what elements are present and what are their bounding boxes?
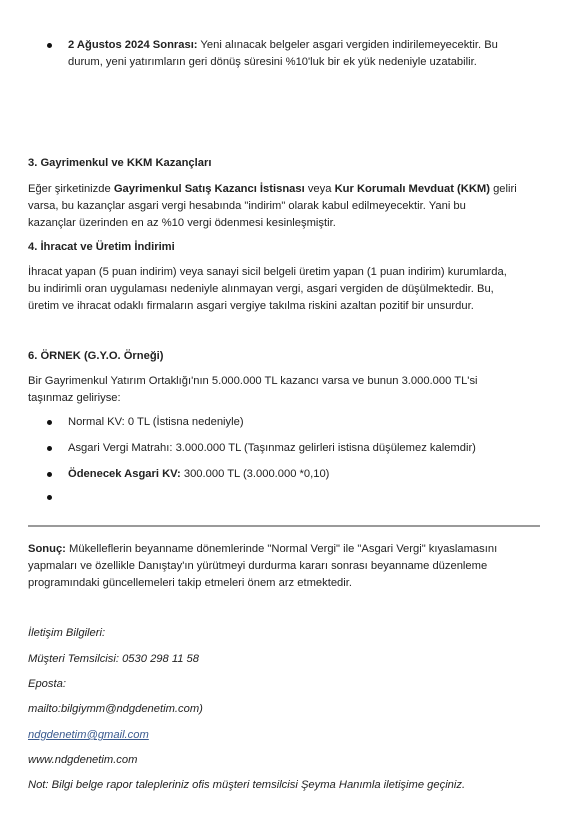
horizontal-divider [28, 525, 540, 527]
bullet-text-cont: durum, yeni yatırımların geri dönüş süresini %10'luk bir ek yük nedeniyle uzatabilir. [68, 56, 477, 68]
paragraph-line: kazançlar üzerinden en az %10 vergi ödenmesi kesinleşmiştir. [28, 217, 336, 229]
paragraph-line: varsa, bu kazançlar asgari vergi hesabında "indirim" olarak kabul edilmeyecektir. Yani bu [28, 200, 466, 212]
paragraph-line: taşınmaz geliriyse: [28, 392, 121, 404]
paragraph [28, 264, 507, 315]
bullet-dot [47, 495, 52, 500]
gmail-link[interactable]: ndgdenetim@gmail.com [28, 729, 149, 741]
paragraph-line: üretim ve ihracat odaklı firmaların asgari vergiye takılma riskini azaltan pozitif bir unsurdur. [28, 300, 474, 312]
conclusion-paragraph [28, 541, 497, 592]
contact-title: İletişim Bilgileri: [28, 627, 106, 639]
bullet-dot [47, 43, 52, 48]
paragraph [28, 181, 517, 232]
paragraph-line: İhracat yapan (5 puan indirim) veya sanayi sicil belgeli üretim yapan (1 puan indirim) kurumlarda, [28, 266, 507, 278]
section-heading: 4. İhracat ve Üretim İndirimi [28, 241, 175, 253]
bullet-text: Asgari Vergi Matrahı: 3.000.000 TL (Taşınmaz gelirleri istisna düşülemez kalemdir) [68, 442, 476, 454]
contact-email-label: Eposta: [28, 678, 66, 690]
paragraph-line: Eğer şirketinizde Gayrimenkul Satış Kazancı İstisnası veya Kur Korumalı Mevduat (KKM) geliri [28, 183, 517, 195]
bullet-text: Ödenecek Asgari KV: 300.000 TL (3.000.000 *0,10) [68, 468, 330, 480]
paragraph-line: programındaki güncellemeleri takip etmeleri önem arz etmektedir. [28, 577, 352, 589]
paragraph-line: Bir Gayrimenkul Yatırım Ortaklığı'nın 5.000.000 TL kazancı varsa ve bunun 3.000.000 TL'si [28, 375, 478, 387]
section-heading: 6. ÖRNEK (G.Y.O. Örneği) [28, 350, 164, 362]
paragraph-line: bu indirimli oran uygulaması nedeniyle alınmayan vergi, asgari vergiden de düşülmektedir. Bu, [28, 283, 494, 295]
website-text: www.ndgdenetim.com [28, 754, 138, 766]
contact-note: Not: Bilgi belge rapor talepleriniz ofis müşteri temsilcisi Şeyma Hanımla iletişime geçiniz. [28, 779, 466, 791]
bullet-dot [47, 420, 52, 425]
paragraph-line: yapmaları ve özellikle Danıştay'ın yürütmeyi durdurma kararı sonrası beyanname düzenleme [28, 560, 488, 572]
bullet-text: Normal KV: 0 TL (İstisna nedeniyle) [68, 416, 244, 428]
bullet-dot [47, 472, 52, 477]
paragraph-line: Sonuç: Mükelleflerin beyanname dönemlerinde "Normal Vergi" ile "Asgari Vergi" kıyaslamasını [28, 543, 498, 555]
section-heading: 3. Gayrimenkul ve KKM Kazançları [28, 157, 212, 169]
contact-mailto: mailto:bilgiymm@ndgdenetim.com) [28, 703, 203, 715]
bullet-dot [47, 446, 52, 451]
contact-representative: Müşteri Temsilcisi: 0530 298 11 58 [28, 653, 200, 665]
paragraph [28, 373, 478, 407]
bullet-text: 2 Ağustos 2024 Sonrası: Yeni alınacak belgeler asgari vergiden indirilemeyecektir. Bu [68, 39, 498, 51]
